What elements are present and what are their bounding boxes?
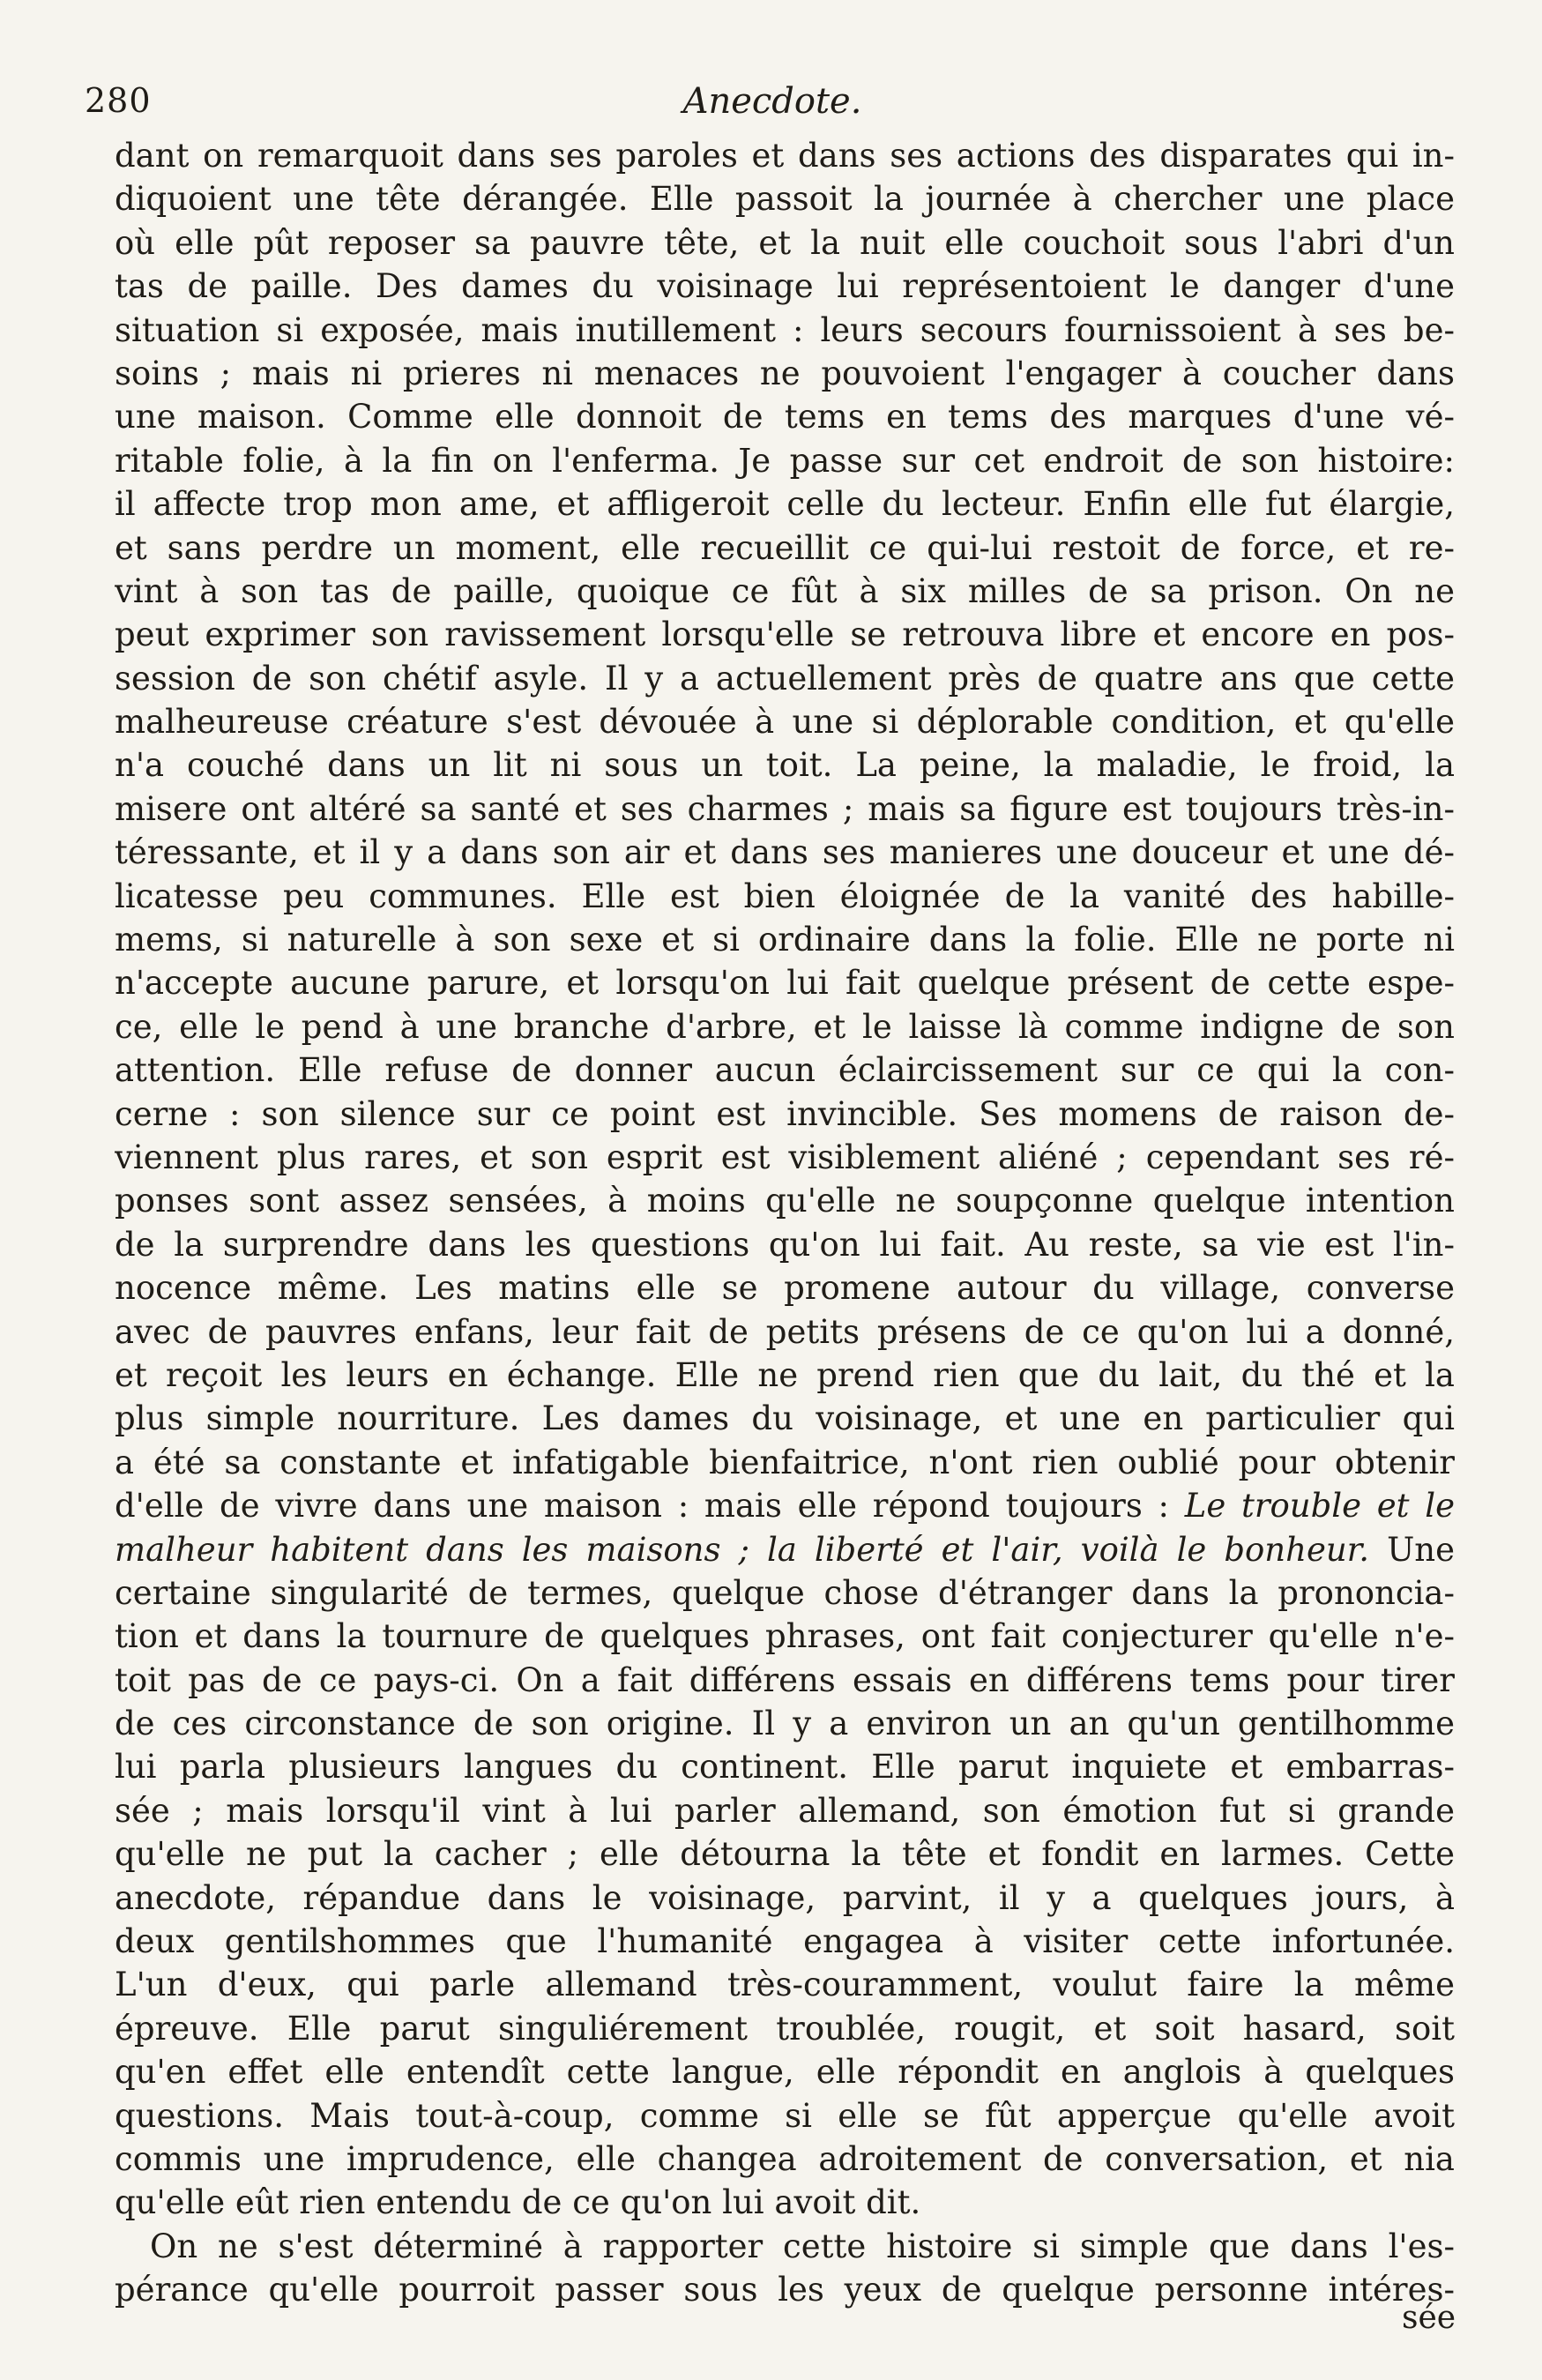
text-line <box>115 1963 1455 2006</box>
text-line <box>115 2094 1455 2138</box>
text-line <box>115 1005 1455 1048</box>
text-line-roman: L'un d'eux, qui parle allemand très-couramment, voulut faire la même <box>115 1966 1455 2004</box>
catchword: sée <box>1402 2300 1456 2336</box>
text-line <box>115 1266 1455 1309</box>
text-line-roman: situation si exposée, mais inutillement : leurs secours fournissoient à ses be- <box>115 310 1455 349</box>
text-line <box>115 875 1455 918</box>
page-number: 280 <box>85 81 152 120</box>
text-line-roman: qu'elle eût rien entendu de ce qu'on lui avoit dit. <box>115 2183 921 2222</box>
text-line-roman: mems, si naturelle à son sexe et si ordinaire dans la folie. Elle ne porte ni <box>115 921 1455 959</box>
text-line <box>115 1441 1455 1484</box>
text-line-roman: plus simple nourriture. Les dames du voisinage, et une en particulier qui <box>115 1399 1455 1438</box>
text-line <box>115 221 1455 265</box>
text-line <box>115 613 1455 656</box>
text-line-roman: avec de pauvres enfans, leur fait de petits présens de ce qu'on lui a donné, <box>115 1312 1455 1351</box>
text-line-italic: Le trouble et le <box>1184 1487 1455 1526</box>
text-line <box>115 787 1455 831</box>
text-line <box>115 1876 1455 1920</box>
text-line-roman: certaine singularité de termes, quelque chose d'étranger dans la prononcia- <box>115 1573 1455 1612</box>
text-line-roman: n'accepte aucune parure, et lorsqu'on lui fait quelque présent de cette espe- <box>115 964 1455 1003</box>
text-line-roman: de ces circonstance de son origine. Il y a environ un an qu'un gentilhomme <box>115 1705 1455 1743</box>
text-line <box>115 1223 1455 1266</box>
text-line <box>115 526 1455 570</box>
running-title: Anecdote. <box>682 81 862 122</box>
text-line-roman: qu'en effet elle entendît cette langue, elle répondit en anglois à quelques <box>115 2053 1455 2092</box>
text-line <box>115 265 1455 308</box>
text-line <box>115 1528 1455 1571</box>
text-line <box>115 1310 1455 1354</box>
text-line-roman: deux gentilshommes que l'humanité engagea à visiter cette infortunée. <box>115 1922 1455 1961</box>
text-line <box>115 1093 1455 1136</box>
text-line <box>115 1179 1455 1222</box>
text-line <box>115 1832 1455 1876</box>
text-line <box>115 1048 1455 1092</box>
text-line-roman: Une <box>1369 1530 1455 1569</box>
text-line-roman: licatesse peu communes. Elle est bien éloignée de la vanité des habille- <box>115 877 1455 915</box>
text-line-roman: pérance qu'elle pourroit passer sous les yeux de quelque personne intéres- <box>115 2271 1455 2309</box>
text-line <box>115 134 1455 177</box>
text-line-roman: session de son chétif asyle. Il y a actuellement près de quatre ans que cette <box>115 659 1455 698</box>
text-line-roman: ponses sont assez sensées, à moins qu'elle ne soupçonne quelque intention <box>115 1182 1455 1220</box>
text-line <box>115 1484 1455 1527</box>
text-line <box>115 1745 1455 1788</box>
text-line-roman: tas de paille. Des dames du voisinage lui représentoient le danger d'une <box>115 267 1455 306</box>
text-line-roman: misere ont altéré sa santé et ses charmes ; mais sa figure est toujours très-in- <box>115 789 1455 828</box>
text-line-roman: et sans perdre un moment, elle recueillit ce qui-lui restoit de force, et re- <box>115 528 1455 567</box>
text-line-roman: et reçoit les leurs en échange. Elle ne prend rien que du lait, du thé et la <box>115 1355 1455 1394</box>
text-line-roman: soins ; mais ni prieres ni menaces ne pouvoient l'engager à coucher dans <box>115 354 1455 392</box>
text-line <box>115 2138 1455 2181</box>
text-line-roman: qu'elle ne put la cacher ; elle détourna la tête et fondit en larmes. Cette <box>115 1835 1455 1874</box>
text-line <box>115 1920 1455 1963</box>
text-line-roman: viennent plus rares, et son esprit est visiblement aliéné ; cependant ses ré- <box>115 1138 1455 1176</box>
text-line <box>115 309 1455 352</box>
text-line-roman: On ne s'est déterminé à rapporter cette histoire si simple que dans l'es- <box>150 2227 1455 2265</box>
text-line-italic: malheur habitent dans les maisons ; la liberté et l'air, voilà le bonheur. <box>115 1530 1370 1569</box>
text-line-roman: a été sa constante et infatigable bienfaitrice, n'ont rien oublié pour obtenir <box>115 1443 1455 1481</box>
text-line <box>115 2050 1455 2093</box>
text-line-roman: toit pas de ce pays-ci. On a fait différens essais en différens tems pour tirer <box>115 1660 1455 1699</box>
text-line-roman: attention. Elle refuse de donner aucun éclaircissement sur ce qui la con- <box>115 1051 1455 1090</box>
text-line <box>115 1702 1455 1745</box>
running-head <box>85 81 1460 131</box>
text-line <box>115 1397 1455 1440</box>
text-line-roman: commis une imprudence, elle changea adroitement de conversation, et nia <box>115 2139 1455 2178</box>
text-line-roman: vint à son tas de paille, quoique ce fût à six milles de sa prison. On ne <box>115 571 1455 610</box>
text-line-roman: de la surprendre dans les questions qu'on lui fait. Au reste, sa vie est l'in- <box>115 1225 1455 1264</box>
text-line-roman: nocence même. Les matins elle se promene autour du village, converse <box>115 1269 1455 1308</box>
text-line <box>115 918 1455 961</box>
text-line <box>115 570 1455 613</box>
text-line <box>115 1136 1455 1179</box>
text-line <box>115 1789 1455 1832</box>
text-line-roman: une maison. Comme elle donnoit de tems en tems des marques d'une vé- <box>115 398 1455 436</box>
text-line-roman: il affecte trop mon ame, et affligeroit celle du lecteur. Enfin elle fut élargie, <box>115 485 1455 524</box>
text-line <box>115 831 1455 874</box>
text-line-roman: questions. Mais tout-à-coup, comme si elle se fût apperçue qu'elle avoit <box>115 2096 1455 2135</box>
text-line <box>115 1354 1455 1397</box>
text-line-roman: ce, elle le pend à une branche d'arbre, et le laisse là comme indigne de son <box>115 1007 1455 1046</box>
text-line <box>115 395 1455 438</box>
text-line-roman: téressante, et il y a dans son air et dans ses manieres une douceur et une dé- <box>115 833 1455 872</box>
text-line <box>115 177 1455 220</box>
text-line <box>115 2007 1455 2050</box>
text-line-roman: diquoient une tête dérangée. Elle passoit la journée à chercher une place <box>115 180 1455 219</box>
text-line <box>115 352 1455 395</box>
text-line <box>115 2181 1455 2224</box>
text-line <box>115 482 1455 526</box>
text-line-roman: d'elle de vivre dans une maison : mais elle répond toujours : <box>115 1487 1185 1526</box>
text-line <box>115 439 1455 482</box>
text-line-roman: dant on remarquoit dans ses paroles et dans ses actions des disparates qui in- <box>115 137 1455 175</box>
body-text <box>115 134 1455 2312</box>
text-line-roman: malheureuse créature s'est dévouée à une si déplorable condition, et qu'elle <box>115 703 1455 742</box>
text-line-roman: anecdote, répandue dans le voisinage, parvint, il y a quelques jours, à <box>115 1878 1455 1917</box>
text-line-roman: lui parla plusieurs langues du continent. Elle parut inquiete et embarras- <box>115 1748 1455 1787</box>
text-line-roman: cerne : son silence sur ce point est invincible. Ses momens de raison de- <box>115 1094 1455 1133</box>
text-line <box>115 2225 1455 2268</box>
text-line-roman: peut exprimer son ravissement lorsqu'elle se retrouva libre et encore en pos- <box>115 616 1455 654</box>
text-line <box>115 2268 1455 2311</box>
text-line-roman: n'a couché dans un lit ni sous un toit. La peine, la maladie, le froid, la <box>115 746 1455 785</box>
text-line-roman: ritable folie, à la fin on l'enferma. Je passe sur cet endroit de son histoire: <box>115 441 1455 480</box>
text-line <box>115 657 1455 700</box>
text-line-roman: où elle pût reposer sa pauvre tête, et la nuit elle couchoit sous l'abri d'un <box>115 223 1455 262</box>
text-line <box>115 961 1455 1004</box>
text-line <box>115 1571 1455 1615</box>
text-line <box>115 1659 1455 1702</box>
text-line <box>115 743 1455 787</box>
text-line-roman: sée ; mais lorsqu'il vint à lui parler allemand, son émotion fut si grande <box>115 1791 1455 1830</box>
text-line-roman: épreuve. Elle parut singuliérement troublée, rougit, et soit hasard, soit <box>115 2009 1455 2048</box>
text-line-roman: tion et dans la tournure de quelques phrases, ont fait conjecturer qu'elle n'e- <box>115 1617 1455 1656</box>
text-line <box>115 700 1455 743</box>
text-line <box>115 1615 1455 1658</box>
